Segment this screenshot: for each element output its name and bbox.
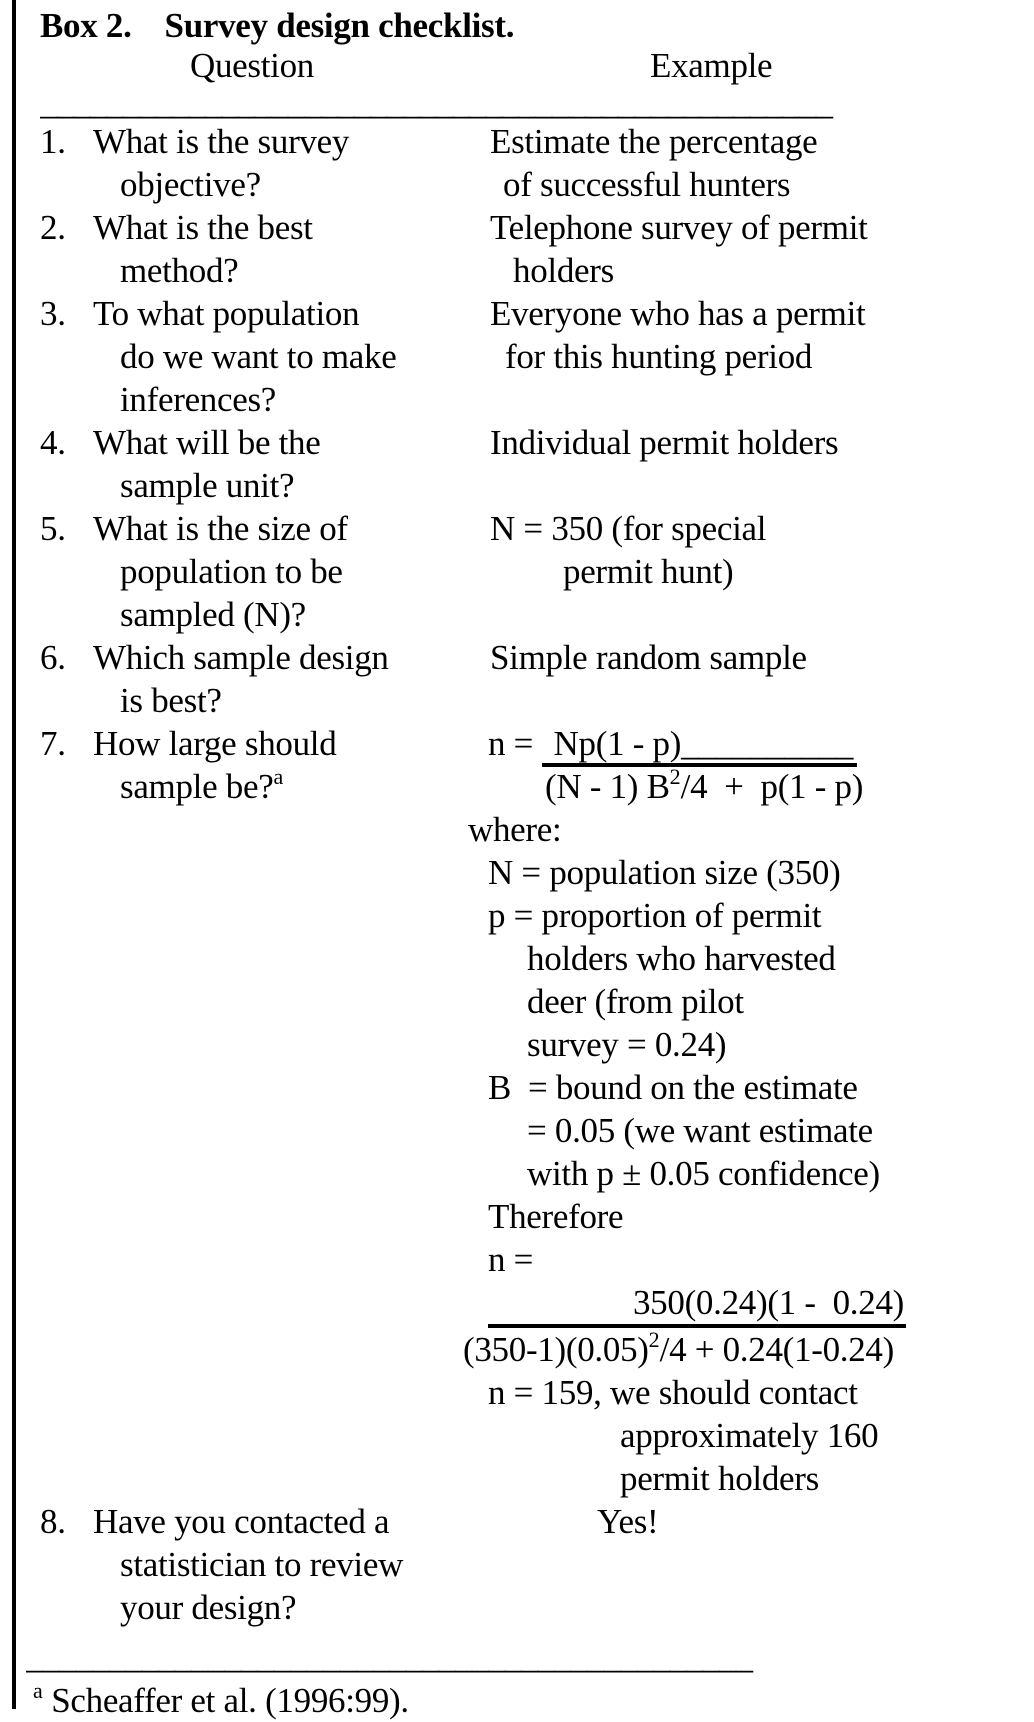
formula-numerator-dashes: __________ — [681, 724, 854, 763]
example-line: for this hunting period — [505, 337, 813, 376]
formula-numerator: Np(1 - p)__________ — [542, 724, 858, 767]
definition-line: survey = 0.24) — [527, 1025, 727, 1064]
result-line: permit holders — [620, 1459, 819, 1498]
example-cell — [463, 292, 1000, 421]
question-cell — [40, 292, 463, 421]
question-number: 1. — [40, 122, 66, 161]
example-cell — [463, 507, 1000, 636]
example-cell — [463, 722, 1000, 1500]
footnote — [33, 1678, 1000, 1722]
definition-line: holders who harvested — [527, 939, 836, 978]
definition-line: with p ± 0.05 confidence) — [527, 1154, 880, 1193]
question-line: sampled (N)? — [120, 595, 306, 634]
checklist-row — [40, 120, 1000, 206]
question-cell — [40, 1500, 463, 1629]
checklist — [40, 120, 1000, 1629]
example-cell — [463, 1500, 1000, 1629]
question-line: How large should — [93, 724, 337, 763]
checklist-row — [40, 421, 1000, 507]
example-line: Telephone survey of permit — [490, 208, 868, 247]
column-headers — [40, 46, 1000, 86]
example-cell — [463, 120, 1000, 206]
definition-line: B = bound on the estimate — [488, 1068, 858, 1107]
question-number: 5. — [40, 509, 66, 548]
left-border-rule — [12, 0, 16, 1709]
example-line: Simple random sample — [490, 638, 807, 677]
footnote-text: Scheaffer et al. (1996:99). — [42, 1681, 409, 1720]
definition-line: p = proportion of permit — [488, 896, 822, 935]
question-line: your design? — [120, 1588, 297, 1627]
formula-line-1 — [488, 722, 1000, 765]
definition-line: = 0.05 (we want estimate — [527, 1111, 873, 1150]
question-line: statistician to review — [120, 1545, 404, 1584]
question-line: To what population — [93, 294, 360, 333]
big-fraction-numerator: 350(0.24)(1 - 0.24) — [488, 1281, 906, 1328]
question-line: Have you contacted a — [93, 1502, 390, 1541]
question-number: 6. — [40, 638, 66, 677]
question-number: 2. — [40, 208, 66, 247]
question-line: do we want to make — [120, 337, 397, 376]
example-line: N = 350 (for special — [490, 509, 767, 548]
question-line: population to be — [120, 552, 343, 591]
checklist-row — [40, 1500, 1000, 1629]
box-title-text: Survey design checklist. — [164, 6, 515, 45]
checklist-row — [40, 722, 1000, 1500]
question-line: method? — [120, 251, 239, 290]
formula-denominator: (N - 1) $B^2/4 + p(1 - p)$ — [545, 764, 864, 806]
question-line: Which sample design — [93, 638, 389, 677]
result-line: approximately 160 — [620, 1416, 879, 1455]
question-number: 8. — [40, 1502, 66, 1541]
question-cell — [40, 421, 463, 507]
example-cell — [463, 206, 1000, 292]
question-line: What is the survey — [93, 122, 350, 161]
example-line: holders — [513, 251, 614, 290]
where-label: where: — [468, 810, 562, 849]
checklist-row — [40, 206, 1000, 292]
example-line: permit hunt) — [563, 552, 734, 591]
exponent: 2 — [648, 1327, 660, 1352]
formula-lead: n = — [488, 724, 542, 763]
answer-yes: Yes! — [597, 1502, 659, 1541]
example-cell — [463, 636, 1000, 722]
question-line: is best? — [120, 681, 222, 720]
definition-line: deer (from pilot — [527, 982, 744, 1021]
example-line: Individual permit holders — [490, 423, 839, 462]
formula-lead-2: n = — [488, 1240, 534, 1279]
box-title-label: Box 2. — [40, 6, 132, 45]
checklist-row — [40, 636, 1000, 722]
therefore-label: Therefore — [488, 1197, 624, 1236]
exponent: 2 — [669, 764, 681, 789]
example-line: Estimate the percentage — [490, 122, 818, 161]
question-line: sample unit? — [120, 466, 295, 505]
question-footnote-marker: a — [273, 764, 284, 789]
checklist-row — [40, 292, 1000, 421]
question-cell — [40, 507, 463, 636]
footnote-superscript: a — [33, 1678, 43, 1703]
result-line: n = 159, we should contact — [488, 1373, 858, 1412]
checklist-row — [40, 507, 1000, 636]
top-divider: ________________________________________________ — [40, 86, 832, 120]
question-number: 4. — [40, 423, 66, 462]
question-line: inferences? — [120, 380, 277, 419]
question-cell — [40, 120, 463, 206]
column-header-question: Question — [190, 46, 314, 85]
question-line: What is the size of — [93, 509, 348, 548]
example-line: of successful hunters — [503, 165, 791, 204]
question-line: What is the best — [93, 208, 313, 247]
question-cell — [40, 206, 463, 292]
question-number: 7. — [40, 724, 66, 763]
big-fraction-denominator: $(350-1)(0.05)^2/4 + 0.24(1-0.24)$ — [463, 1327, 894, 1369]
question-number: 3. — [40, 294, 66, 333]
bottom-divider: ____________________________________________ — [26, 1637, 752, 1676]
question-line: What will be the — [93, 423, 321, 462]
question-cell — [40, 722, 463, 1500]
column-header-example: Example — [650, 46, 773, 85]
example-line: Everyone who has a permit — [490, 294, 866, 333]
box-title — [40, 6, 1000, 46]
question-cell — [40, 636, 463, 722]
question-line: objective? — [120, 165, 261, 204]
question-line: sample be?$^a$ — [120, 764, 284, 806]
example-cell — [463, 421, 1000, 507]
survey-design-box — [26, 6, 1000, 1722]
definition-line: N = population size (350) — [488, 853, 841, 892]
